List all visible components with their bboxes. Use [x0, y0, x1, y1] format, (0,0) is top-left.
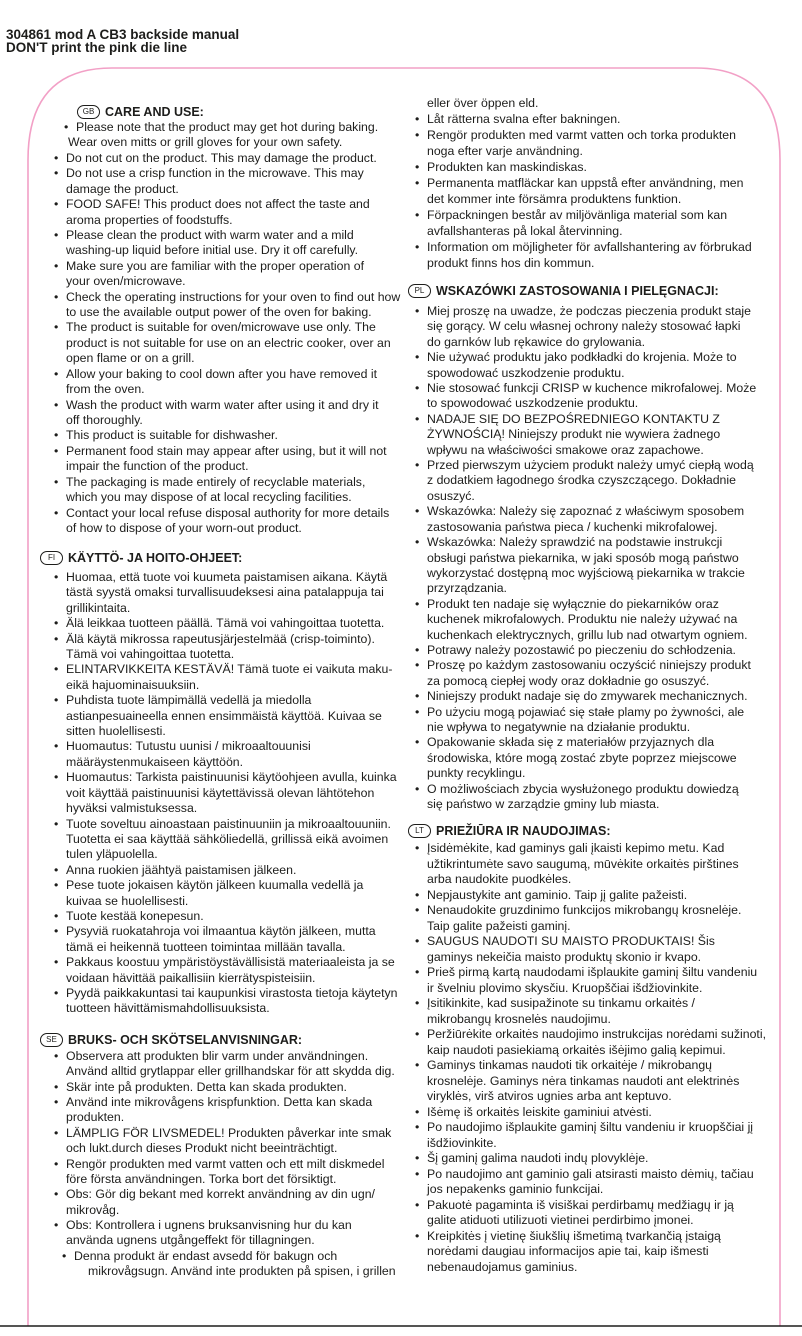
list-item-line: which you may dispose of at local recycling facilities. — [66, 490, 352, 505]
list-item-line: užtikrintumėte savo saugumą, mūvėkite orkaitės pirštines — [427, 856, 739, 871]
list-item-line: krosnelėje. Gaminys nėra tinkamas naudoti ant elektrinės — [427, 1073, 740, 1088]
list-item-line: spowodować uszkodzenie produktu. — [427, 365, 625, 380]
list-item: • Permanenta matfläckar kan uppstå efter användning, men — [415, 175, 752, 191]
list-item: • Älä käytä mikrossa rapeutusjärjestelmää (crisp-toiminto). — [54, 632, 398, 647]
list-item-line: kaip naudoti pasiekiamą orkaitės išėjimo galią kepimui. — [427, 1042, 726, 1057]
list-item-line: galite atiduoti utilizuoti vietinei perdirbimo įmonei. — [427, 1213, 694, 1227]
list-item-line: använda ugnens utgångeffekt för tillagningen. — [66, 1233, 315, 1248]
list-item: • Check the operating instructions for your oven to find out how — [54, 290, 400, 305]
list-item: • Įsidėmėkite, kad gaminys gali įkaisti kepimo metu. Kad — [415, 841, 766, 857]
list-item-line: kuchenkach elektrycznych, grillu lub nad otwartym ogniem. — [427, 627, 748, 642]
se-instructions-list-part1 — [54, 1049, 396, 1279]
list-item-line: gaminys nekeičia maisto produktų skonio ir kvapo. — [427, 949, 702, 964]
list-item: • Tuote kestää konepesun. — [54, 909, 398, 924]
list-item-line: produkten. — [66, 1110, 125, 1125]
list-item: • Huomautus: Tutustu uunisi / mikroaaltouunisi — [54, 739, 398, 754]
list-item: • Älä leikkaa tuotteen päällä. Tämä voi vahingoittaa tuotetta. — [54, 616, 398, 631]
list-item-line: kuivaa se huolellisesti. — [66, 893, 189, 908]
list-item: • Po naudojimo išplaukite gaminį šiltu vandeniu ir kruopščiai jį — [415, 1120, 766, 1136]
list-item-line: išdžiovinkite. — [427, 1135, 497, 1150]
pl-title: WSKAZÓWKI ZASTOSOWANIA I PIELĘGNACJI: — [436, 284, 719, 298]
list-item-line: to spowodować uszkodzenie produktu. — [427, 396, 639, 411]
list-item: • Förpackningen består av miljövänliga material som kan — [415, 207, 752, 223]
list-item: • Allow your baking to cool down after you have removed it — [54, 367, 400, 382]
list-item: • O możliwościach zbycia wysłużonego produktu dowiedzą — [415, 782, 756, 797]
list-item: • Niniejszy produkt nadaje się do zmywarek mechanicznych. — [415, 689, 756, 704]
list-item: • The product is suitable for oven/microwave use only. The — [54, 320, 400, 335]
list-item: • Make sure you are familiar with the proper operation of — [54, 259, 400, 274]
list-item: • Observera att produkten blir varm under användningen. — [54, 1049, 396, 1064]
list-item-line: mikrovågsugn. Använd inte produkten på spisen, i grillen — [88, 1264, 396, 1279]
lt-instructions-list — [415, 841, 766, 1275]
list-item: • Po naudojimo ant gaminio gali atsirasti maisto dėmių, tačiau — [415, 1167, 766, 1183]
list-item: • Šį gaminį galima naudoti indų plovyklėje. — [415, 1151, 766, 1167]
fi-heading — [40, 550, 242, 566]
list-item: • Peržiūrėkite orkaitės naudojimo instrukcijas norėdami sužinoti, — [415, 1027, 766, 1043]
list-item-line: się państwo w zarządzie gminy lub miasta. — [427, 797, 660, 811]
gb-heading — [77, 104, 204, 120]
list-item: • Išėmę iš orkaitės leiskite gaminiui atvėsti. — [415, 1105, 766, 1121]
list-item: • Wskazówka: Należy sprawdzić na podstawie instrukcji — [415, 535, 756, 550]
lt-language-badge: LT — [408, 824, 431, 838]
list-item: • NADAJE SIĘ DO BEZPOŚREDNIEGO KONTAKTU Z — [415, 412, 756, 427]
list-item-line: off thoroughly. — [66, 413, 143, 428]
fi-instructions-list — [54, 570, 398, 1017]
list-item: • This product is suitable for dishwasher. — [54, 428, 400, 443]
list-item: • Prieš pirmą kartą naudodami išplaukite gaminį šiltu vandeniu — [415, 965, 766, 981]
list-item-line: noga efter varje användning. — [427, 144, 583, 158]
gb-title: CARE AND USE: — [105, 105, 204, 119]
list-item-line: zastosowania państwa pieca / kuchenki mikrofalowej. — [427, 519, 718, 534]
list-item: • Nie stosować funkcji CRISP w kuchence mikrofalowej. Może — [415, 381, 756, 396]
list-item: • Pakuotė pagaminta iš visiškai perdirbamų medžiagų ir ją — [415, 1198, 766, 1214]
list-item-line: środowiska, które mogą zostać zbyte poprzez miejscowe — [427, 750, 737, 765]
se-language-badge: SE — [40, 1033, 63, 1047]
list-item: • Pese tuote jokaisen käytön jälkeen kuumalla vedellä ja — [54, 878, 398, 893]
list-item-line: hyväksi valmistuksessa. — [66, 801, 198, 816]
list-item-line: avfallshanteras på lokal återvinning. — [427, 224, 623, 238]
se-instructions-list-part2 — [415, 95, 752, 271]
se-title: BRUKS- OCH SKÖTSELANVISNINGAR: — [68, 1033, 303, 1047]
list-item-line: osuszyć. — [427, 488, 475, 503]
list-item-line: Taip galite pažeisti gaminį. — [427, 918, 571, 933]
list-item-line: przyrządzania. — [427, 581, 507, 596]
list-item-line: of how to dispose of your worn-out product. — [66, 520, 302, 535]
list-item-line: kuchenek mikrofalowych. Produktu nie należy używać na — [427, 612, 738, 627]
list-item-line: to use the available output power of the oven for baking. — [66, 305, 372, 320]
list-item: • Skär inte på produkten. Detta kan skada produkten. — [54, 1080, 396, 1095]
se-heading — [40, 1032, 302, 1048]
list-item: • Rengör produkten med varmt vatten och ett milt diskmedel — [54, 1157, 396, 1172]
list-item-line: det kommer inte försämra produktens funktion. — [427, 192, 682, 206]
list-item: • Gaminys tinkamas naudoti tik orkaitėje / mikrobangų — [415, 1058, 766, 1074]
list-item: • Obs: Kontrollera i ugnens bruksanvisning hur du kan — [54, 1218, 396, 1233]
list-item: • Kreipkitės į vietinę šiukšlių išmetimą tvarkančią įstaigą — [415, 1229, 766, 1245]
list-item-line: jos nepakenks gaminio funkcijai. — [427, 1182, 604, 1196]
list-item: • Nenaudokite gruzdinimo funkcijos mikrobangų krosnelėje. — [415, 903, 766, 919]
list-item-line: Använd alltid grytlappar eller grillhandskar för att skydda dig. — [66, 1064, 395, 1079]
list-item: • Įsitikinkite, kad susipažinote su tinkamu orkaitės / — [415, 996, 766, 1012]
list-item-line: arba naudokite puodkėles. — [427, 872, 572, 886]
list-item-line: do garnków lub rękawice do grylowania. — [427, 334, 646, 349]
list-item-line: punkty recyklingu. — [427, 766, 526, 781]
list-item-line: före första användningen. Torka bort det försiktigt. — [66, 1171, 337, 1186]
list-item: • FOOD SAFE! This product does not affect the taste and — [54, 197, 400, 212]
list-item: • Huomaa, että tuote voi kuumeta paistamisen aikana. Käytä — [54, 570, 398, 585]
pl-heading — [408, 283, 719, 299]
list-item-line: eikä hajuominaisuuksiin. — [66, 677, 200, 692]
list-item-line: voidaan hävittää paikallisiin kierrätyspisteisiin. — [66, 970, 316, 985]
list-item: • Tuote soveltuu ainoastaan paistinuuniin ja mikroaaltouuniin. — [54, 817, 398, 832]
list-item: • Do not use a crisp function in the microwave. This may — [54, 166, 400, 181]
list-item-line: open flame or on a grill. — [66, 351, 195, 366]
list-item: • Denna produkt är endast avsedd för bakugn och — [62, 1249, 396, 1264]
fi-title: KÄYTTÖ- JA HOITO-OHJEET: — [68, 551, 243, 565]
list-item-line: product is not suitable for use on an electric cooker, over an — [66, 335, 391, 350]
list-item-line: się gorący. W celu własnej ochrony należy stosować łapki — [427, 319, 741, 334]
list-item: • Nie używać produktu jako podkładki do krojenia. Może to — [415, 350, 756, 365]
list-item-line: tuotteen hävittämismahdollisuuksista. — [66, 1001, 270, 1016]
list-item: • Proszę po każdym zastosowaniu oczyścić niniejszy produkt — [415, 658, 756, 673]
list-item: • SAUGUS NAUDOTI SU MAISTO PRODUKTAIS! Šis — [415, 934, 766, 950]
list-item-line: za pomocą ciepłej wody oraz dokładnie go osuszyć. — [427, 673, 710, 688]
list-item-line: tulen yläpuolella. — [66, 847, 158, 862]
list-item-line: grillikintaita. — [66, 600, 131, 615]
list-item: • Do not cut on the product. This may damage the product. — [54, 151, 400, 166]
list-item-line: your oven/microwave. — [66, 274, 186, 289]
gb-instructions-list — [54, 120, 400, 536]
list-item: • Opakowanie składa się z materiałów przyjaznych dla — [415, 735, 756, 750]
list-item-line: tämä ei heikennä tuotteen toimintaa millään tavalla. — [66, 939, 346, 954]
pl-instructions-list — [415, 304, 756, 812]
document-title: 304861 mod A CB3 backside manual — [6, 27, 240, 42]
list-item-line: obsługi państwa piekarnika, w jaki sposób mogą państwo — [427, 550, 739, 565]
list-item-line: viryklės, virš atviros ugnies arba ant keptuvo. — [427, 1089, 672, 1103]
list-item: • Please clean the product with warm water and a mild — [54, 228, 400, 243]
lt-title: PRIEŽIŪRA IR NAUDOJIMAS: — [436, 824, 611, 838]
list-item: • Pyydä paikkakuntasi tai kaupunkisi virastosta tietoja käytetyn — [54, 986, 398, 1001]
list-item-line: wpływu na właściwości smakowe oraz zapachowe. — [427, 442, 704, 457]
list-item: • Produkten kan maskindiskas. — [415, 159, 752, 175]
list-item: • Puhdista tuote lämpimällä vedellä ja miedolla — [54, 693, 398, 708]
list-item-line: washing-up liquid before initial use. Dry it off carefully. — [66, 243, 359, 258]
list-item: • Miej proszę na uwadze, że podczas pieczenia produkt staje — [415, 304, 756, 319]
list-item: • Information om möjligheter för avfallshantering av förbrukad — [415, 239, 752, 255]
list-item-line: damage the product. — [66, 181, 179, 196]
list-item: • Wash the product with warm water after using it and dry it — [54, 398, 400, 413]
list-item: • Använd inte mikrovågens krispfunktion. Detta kan skada — [54, 1095, 396, 1110]
list-item-line: z dodatkiem łagodnego środka czyszczącego. Dokładnie — [427, 473, 736, 488]
pl-language-badge: PL — [408, 284, 431, 298]
list-item-line: norėdami daugiau informacijos apie tai, kaip išmesti — [427, 1244, 709, 1258]
list-item: • LÄMPLIG FÖR LIVSMEDEL! Produkten påverkar inte smak — [54, 1126, 396, 1141]
list-item-line: ir švelniu plovimo skysčiu. Kruopščiai išdžiovinkite. — [427, 980, 703, 995]
list-item-line: voit käyttää paistinuunisi käytettävissä olevan lähtötehon — [66, 785, 375, 800]
list-item-line: nebenaudojamus gaminius. — [427, 1259, 578, 1274]
fi-language-badge: FI — [40, 551, 63, 565]
list-item-line: Tuotetta ei saa käyttää sähköliedellä, grillissä eikä avoimen — [66, 831, 389, 846]
list-item: • Wskazówka: Należy się zapoznać z właściwym sposobem — [415, 504, 756, 519]
list-item-line: produkt finns hos din kommun. — [427, 256, 595, 270]
list-item-line: määräystenmukaiseen käyttöön. — [66, 754, 244, 769]
list-item: • ELINTARVIKKEITA KESTÄVÄ! Tämä tuote ei vaikuta maku- — [54, 662, 398, 677]
list-item-line: from the oven. — [66, 382, 145, 397]
list-item-line: Wear oven mitts or grill gloves for your own safety. — [68, 135, 343, 150]
list-item: • Låt rätterna svalna efter bakningen. — [415, 111, 752, 127]
list-item-line: aroma properties of foodstuffs. — [66, 212, 233, 227]
list-item-line: wykorzystać dostępną moc wyjściową piekarnika w trakcie — [427, 565, 745, 580]
list-item-line: mikrovåg. — [66, 1202, 120, 1217]
list-item: • Pakkaus koostuu ympäristöystävällisistä materiaaleista ja se — [54, 955, 398, 970]
list-item: • Permanent food stain may appear after using, but it will not — [54, 444, 400, 459]
list-item-line: mikrobangų krosnelės naudojimu. — [427, 1011, 611, 1026]
list-item: • Po użyciu mogą pojawiać się stałe plamy po żywności, ale — [415, 705, 756, 720]
list-item: • Huomautus: Tarkista paistinuunisi käytöohjeen avulla, kuinka — [54, 770, 398, 785]
list-item: • Contact your local refuse disposal authority for more details — [54, 506, 400, 521]
gb-language-badge: GB — [77, 105, 100, 119]
print-note: DON'T print the pink die line — [6, 40, 187, 55]
list-item: • Potrawy należy pozostawić po pieczeniu do schłodzenia. — [415, 643, 756, 658]
lt-heading — [408, 823, 611, 839]
list-item-line: impair the function of the product. — [66, 459, 249, 474]
list-item: • Rengör produkten med varmt vatten och torka produkten — [415, 127, 752, 143]
list-item: • Pysyviä ruokatahroja voi ilmaantua käytön jälkeen, mutta — [54, 924, 398, 939]
list-item: • Produkt ten nadaje się wyłącznie do piekarników oraz — [415, 597, 756, 612]
list-item-line: Tämä voi vahingoittaa tuotetta. — [66, 647, 235, 662]
list-item: • The packaging is made entirely of recyclable materials, — [54, 475, 400, 490]
list-item: • Nepjaustykite ant gaminio. Taip jį galite pažeisti. — [415, 888, 766, 904]
list-item-line: astianpesuaineella ennen ensimmäistä käyttöä. Kuivaa se — [66, 708, 382, 723]
list-item: • Please note that the product may get hot during baking. — [64, 120, 400, 135]
list-item-line: eller över öppen eld. — [427, 96, 539, 110]
list-item-line: tästä syystä omaksi turvallisuudeksesi aina patalappuja tai — [66, 585, 384, 600]
list-item-line: sitten huolellisesti. — [66, 724, 166, 739]
list-item: • Anna ruokien jäähtyä paistamisen jälkeen. — [54, 863, 398, 878]
list-item-line: ŻYWNOŚCIĄ! Niniejszy produkt nie wywiera żadnego — [427, 427, 721, 442]
list-item: • Obs: Gör dig bekant med korrekt användning av din ugn/ — [54, 1187, 396, 1202]
list-item: • Przed pierwszym użyciem produkt należy umyć ciepłą wodą — [415, 458, 756, 473]
list-item-line: nie wpływa to negatywnie na działanie produktu. — [427, 719, 691, 734]
list-item-line: och lukt.durch dieses Produkt nicht beeinträchtigt. — [66, 1141, 338, 1156]
